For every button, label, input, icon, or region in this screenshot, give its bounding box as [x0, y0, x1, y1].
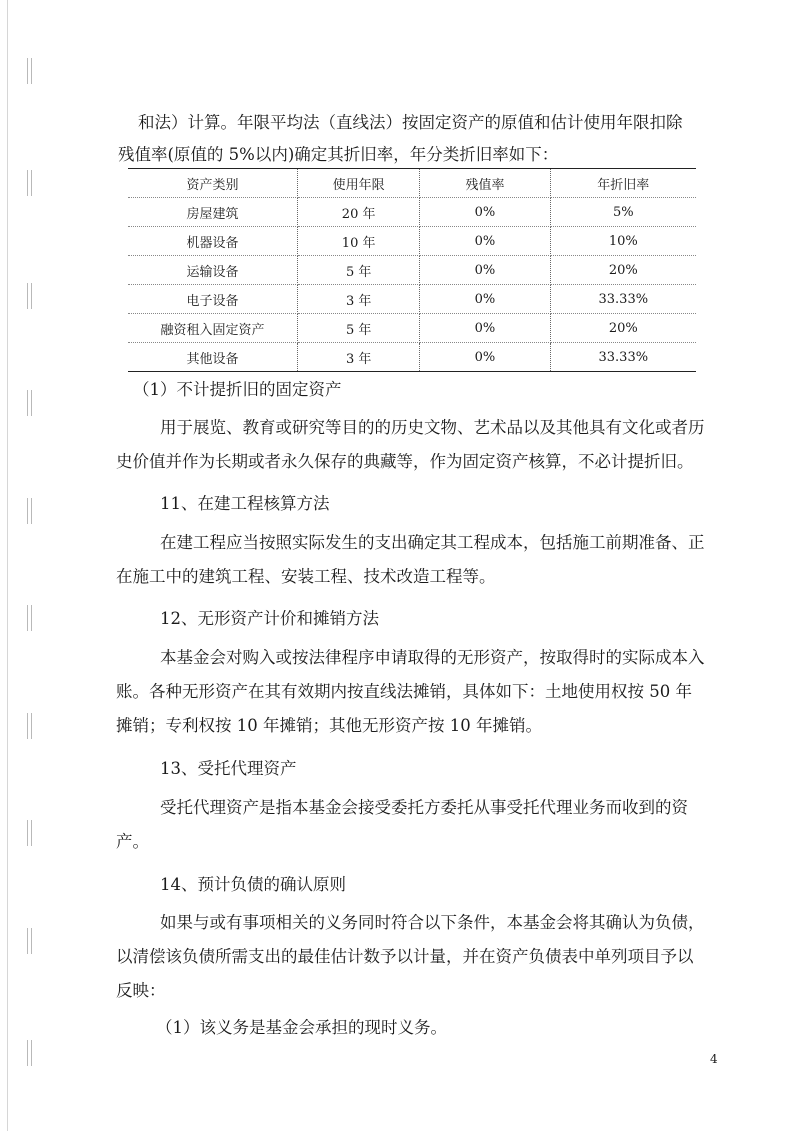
table-cell: 融资租入固定资产: [128, 314, 297, 343]
binding-mark: [27, 283, 32, 309]
section-13-title: 13、受托代理资产: [160, 759, 297, 778]
section-14-line-2: 以清偿该负债所需支出的最佳估计数予以计量，并在资产负债表中单列项目予以: [116, 947, 694, 966]
section-14-line-1: 如果与或有事项相关的义务同时符合以下条件，本基金会将其确认为负债，: [160, 913, 705, 932]
table-cell: 房屋建筑: [128, 198, 297, 227]
table-cell: 20%: [550, 256, 696, 285]
page-number: 4: [710, 1052, 718, 1066]
table-header-row: [128, 169, 696, 198]
table-cell: 电子设备: [128, 285, 297, 314]
section-11-title: 11、在建工程核算方法: [160, 494, 330, 513]
no-depreciation-line-2: 史价值并作为长期或者永久保存的典藏等，作为固定资产核算，不必计提折旧。: [116, 452, 694, 471]
table-row: [128, 227, 696, 256]
table-cell: 5 年: [297, 314, 419, 343]
section-13-line-2: 产。: [116, 832, 149, 851]
binding-mark: [27, 170, 32, 196]
section-11-line-1: 在建工程应当按照实际发生的支出确定其工程成本，包括施工前期准备、正: [160, 533, 705, 552]
table-cell: 0%: [420, 227, 550, 256]
depreciation-table: [128, 168, 696, 372]
section-14-title: 14、预计负债的确认原则: [160, 875, 346, 894]
table-cell: 0%: [420, 198, 550, 227]
table-cell: 其他设备: [128, 343, 297, 372]
table-cell: 20 年: [297, 198, 419, 227]
table-cell: 运输设备: [128, 256, 297, 285]
section-11-line-2: 在施工中的建筑工程、安装工程、技术改造工程等。: [116, 567, 496, 586]
binding-mark: [27, 58, 32, 84]
table-cell: 20%: [550, 314, 696, 343]
intro-line-1: 和法）计算。年限平均法（直线法）按固定资产的原值和估计使用年限扣除: [138, 113, 683, 132]
table-cell: 3 年: [297, 343, 419, 372]
table-cell: 33.33%: [550, 285, 696, 314]
section-12-line-1: 本基金会对购入或按法律程序申请取得的无形资产，按取得时的实际成本入: [160, 648, 705, 667]
section-12-line-3: 摊销；专利权按 10 年摊销；其他无形资产按 10 年摊销。: [116, 716, 542, 735]
table-cell: 0%: [420, 314, 550, 343]
table-row: [128, 314, 696, 343]
table-cell: 5 年: [297, 256, 419, 285]
table-header-cell: 年折旧率: [550, 169, 696, 198]
section-13-line-1: 受托代理资产是指本基金会接受委托方委托从事受托代理业务而收到的资: [160, 798, 688, 817]
table-cell: 0%: [420, 285, 550, 314]
section-14-item-1: （1）该义务是基金会承担的现时义务。: [156, 1018, 447, 1037]
table-cell: 3 年: [297, 285, 419, 314]
table-cell: 0%: [420, 256, 550, 285]
no-depreciation-title: （1）不计提折旧的固定资产: [133, 380, 342, 399]
table-cell: 33.33%: [598, 349, 649, 365]
table-cell: 10 年: [297, 227, 419, 256]
table-row: [128, 343, 696, 372]
table-header-cell: 使用年限: [297, 169, 419, 198]
no-depreciation-line-1: 用于展览、教育或研究等目的的历史文物、艺术品以及其他具有文化或者历: [160, 418, 705, 437]
section-14-line-3: 反映：: [116, 981, 166, 1000]
table-row: [128, 285, 696, 314]
section-12-title: 12、无形资产计价和摊销方法: [160, 609, 379, 628]
table-row: [128, 198, 696, 227]
table-cell: 0%: [420, 343, 550, 372]
table-cell: 10%: [550, 227, 696, 256]
table-row: [128, 256, 696, 285]
table-cell: 5%: [550, 198, 696, 227]
table-cell: 机器设备: [128, 227, 297, 256]
table-header-cell: 残值率: [420, 169, 550, 198]
table-header-cell: 资产类别: [128, 169, 297, 198]
section-12-line-2: 账。各种无形资产在其有效期内按直线法摊销，具体如下：土地使用权按 50 年: [116, 682, 692, 701]
intro-line-2: 残值率(原值的 5%以内)确定其折旧率，年分类折旧率如下：: [118, 145, 559, 164]
binding-mark: [27, 1040, 32, 1066]
